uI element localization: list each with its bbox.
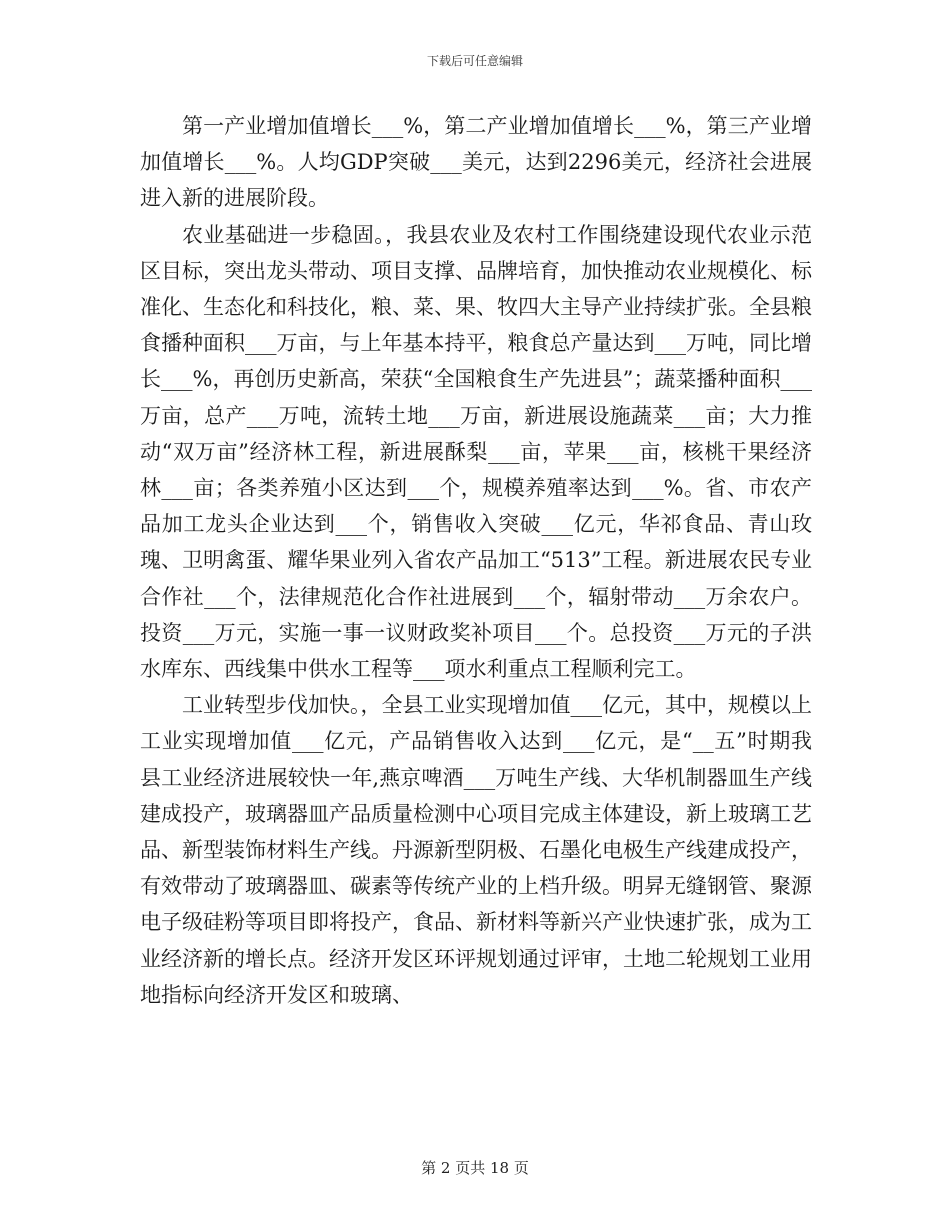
paragraph-industry-growth: 第一产业增加值增长___%，第二产业增加值增长___%，第三产业增加值增长___%。人均GDP突破___美元，达到2296美元，经济社会进展进入新的进展阶段。 (140, 114, 812, 211)
document-body (140, 108, 812, 1013)
paragraph-agriculture: 农业基础进一步稳固。，我县农业及农村工作围绕建设现代农业示范区目标，突出龙头带动、项目支撑、品牌培育，加快推动农业规模化、标准化、生态化和科技化，粮、菜、果、牧四大主导产业持续扩张。全县粮食播种面积___万亩，与上年基本持平，粮食总产量达到___万吨，同比增长___%，再创历史新高，荣获“全国粮食生产先进县”；蔬菜播种面积___万亩，总产___万吨，流转土地___万亩，新进展设施蔬菜___亩；大力推动“双万亩”经济林工程，新进展酥梨___亩，苹果___亩，核桃干果经济林___亩；各类养殖小区达到___个，规模养殖率达到___%。省、市农产品加工龙头企业达到___个，销售收入突破___亿元，华祁食品、青山玫瑰、卫明禽蛋、耀华果业列入省农产品加工“513”工程。新进展农民专业合作社___个，法律规范化合作社进展到___个，辐射带动___万余农户。投资___万元，实施一事一议财政奖补项目___个。总投资___万元的子洪水库东、西线集中供水工程等___项水利重点工程顺利完工。 (140, 222, 812, 682)
page-header: 下载后可任意编辑 (426, 54, 523, 68)
page-footer: 第 2 页共 18 页 (421, 1159, 529, 1177)
paragraph-industry-transformation: 工业转型步伐加快。，全县工业实现增加值___亿元，其中，规模以上工业实现增加值___亿元，产品销售收入达到___亿元，是“__五”时期我县工业经济进展较快一年,燕京啤酒___万吨生产线、大华机制器皿生产线建成投产，玻璃器皿产品质量检测中心项目完成主体建设，新上玻璃工艺品、新型装饰材料生产线。丹源新型阴极、石墨化电极生产线建成投产，有效带动了玻璃器皿、碳素等传统产业的上档升级。明昇无缝钢管、聚源电子级硅粉等项目即将投产，食品、新材料等新兴产业快速扩张，成为工业经济新的增长点。经济开发区环评规划通过评审，土地二轮规划工业用地指标向经济开发区和玻璃、 (140, 693, 812, 1007)
